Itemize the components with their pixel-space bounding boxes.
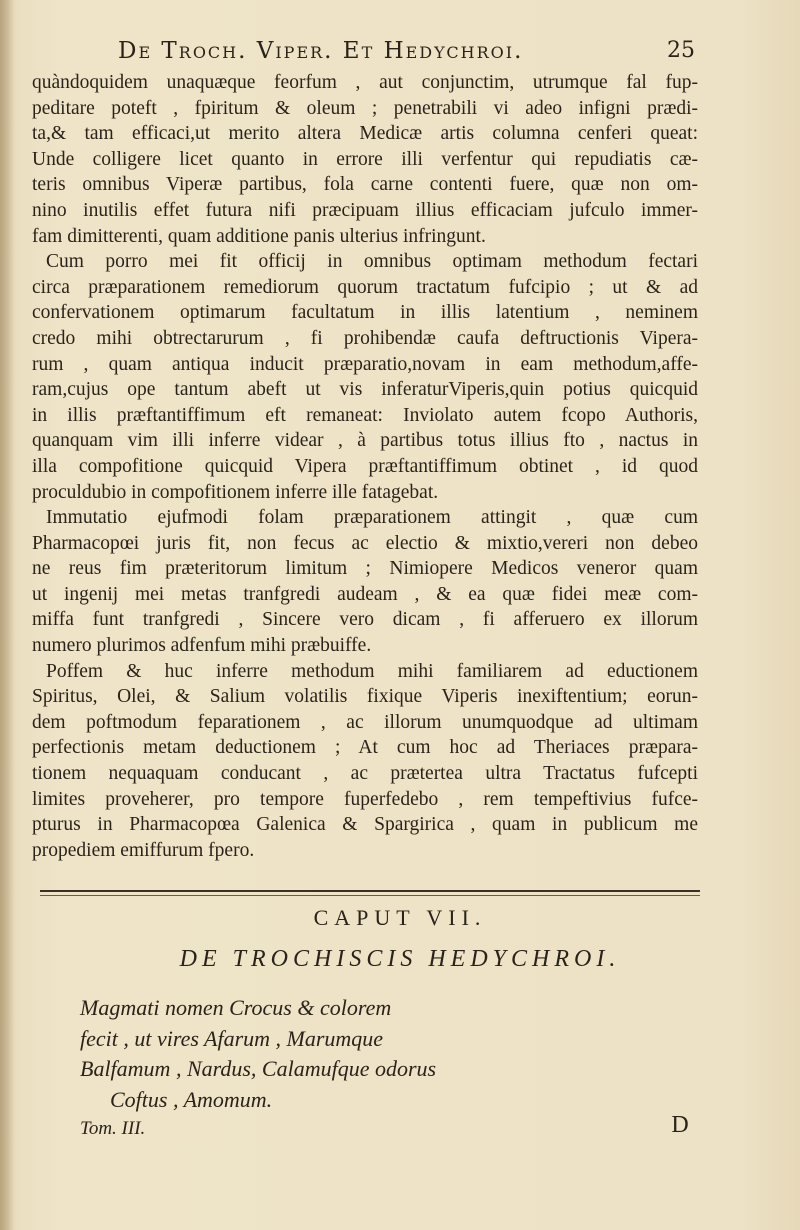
text-line: numero plurimos adfenfum mihi præbuiffe. bbox=[32, 635, 372, 657]
chapter-heading: CAPUT VII. bbox=[313, 905, 487, 930]
running-head: De Troch. Viper. Et Hedychroi. bbox=[118, 38, 524, 64]
text-line: credo mihi obtrectarurum , fi prohibendæ caufa deftructionis Vipera- bbox=[32, 327, 698, 349]
text-line: Immutatio ejufmodi folam præparationem attingit , quæ cum bbox=[46, 507, 698, 529]
text-line: pturus in Pharmacopœa Galenica & Spargirica , quam in publicum me bbox=[32, 814, 698, 836]
text-line: perfectionis metam deductionem ; At cum hoc ad Theriaces præpara- bbox=[32, 737, 698, 759]
chapter-rule-thin bbox=[40, 895, 700, 896]
text-line: propediem emiffurum fpero. bbox=[32, 839, 255, 861]
text-line: quàndoquidem unaquæque feorfum , aut conjunctim, utrumque fal fup- bbox=[32, 72, 698, 93]
gutter-shadow bbox=[0, 0, 14, 1230]
text-line: ne reus fim præteritorum limitum ; Nimiopere Medicos veneror quam bbox=[32, 558, 698, 580]
text-line: Pharmacopœi juris fit, non fecus ac electio & mixtio,vereri non debeo bbox=[32, 532, 698, 554]
verse-line: Balfamum , Nardus, Calamufque odorus bbox=[80, 1056, 437, 1081]
text-line: peditare poteft , fpiritum & oleum ; penetrabili vi adeo infigni prædi- bbox=[32, 97, 698, 119]
text-line: Cum porro mei fit officij in omnibus optimam methodum fectari bbox=[46, 251, 698, 273]
text-line: ut ingenij mei metas tranfgredi audeam , & ea quæ fidei meæ com- bbox=[32, 583, 698, 605]
chapter-title: DE TROCHISCIS HEDYCHROI. bbox=[179, 946, 621, 972]
text-line: miffa funt tranfgredi , Sincere vero dicam , fi afferuero ex illorum bbox=[32, 609, 698, 631]
text-line: ram,cujus ope tantum abeft ut vis inferaturViperis,quin potius quicquid bbox=[32, 379, 698, 401]
text-line: illa compofitione quicquid Vipera præftantiffimum obtinet , id quod bbox=[32, 455, 698, 477]
text-line: confervationem optimarum facultatum in illis latentium , neminem bbox=[32, 302, 698, 324]
text-line: fam dimitterenti, quam additione panis ulterius infringunt. bbox=[32, 225, 486, 247]
text-line: Spiritus, Olei, & Salium volatilis fixique Viperis inexiftentium; eorun- bbox=[32, 686, 698, 708]
text-line: dem poftmodum feparationem , ac illorum unumquodque ad ultimam bbox=[32, 711, 698, 733]
text-line: limites proveherer, pro tempore fuperfedebo , rem tempeftivius fufce- bbox=[32, 788, 698, 810]
verse-line: fecit , ut vires Afarum , Marumque bbox=[80, 1025, 384, 1051]
volume-mark: Tom. III. bbox=[80, 1118, 146, 1139]
text-line: Poffem & huc inferre methodum mihi familiarem ad eductionem bbox=[46, 660, 698, 682]
text-line: circa præparationem remediorum quorum tractatum fufcipio ; ut & ad bbox=[32, 276, 698, 298]
verse-line: Magmati nomen Crocus & colorem bbox=[80, 995, 392, 1020]
text-line: tionem nequaquam conducant , ac prætertea ultra Tractatus fufcepti bbox=[32, 763, 698, 785]
signature-mark: D bbox=[671, 1112, 689, 1138]
chapter-rule bbox=[40, 890, 700, 892]
text-line: proculdubio in compofitionem inferre ille fatagebat. bbox=[32, 481, 439, 503]
text-line: teris omnibus Viperæ partibus, fola carne contenti fuere, quæ non om- bbox=[32, 174, 698, 196]
text-line: nino inutilis effet futura nifi præcipuam illius efficaciam jufculo immer- bbox=[32, 199, 698, 221]
page-number: 25 bbox=[667, 38, 695, 63]
verse-line: Coftus , Amomum. bbox=[110, 1086, 273, 1112]
text-line: rum , quam antiqua inducit præparatio,novam in eam methodum,affe- bbox=[32, 353, 698, 375]
body-text bbox=[32, 70, 698, 863]
text-line: quanquam vim illi inferre videar , à partibus totus illius fto , nactus in bbox=[32, 430, 698, 452]
verse-block bbox=[80, 993, 500, 1115]
text-line: in illis præftantiffimum eft remaneat: Inviolato autem fcopo Authoris, bbox=[32, 404, 698, 426]
text-line: Unde colligere licet quanto in errore illi verfentur qui repudiatis cæ- bbox=[32, 148, 698, 170]
text-line: ta,& tam efficaci,ut merito altera Medicæ artis columna cenferi queat: bbox=[32, 123, 698, 145]
